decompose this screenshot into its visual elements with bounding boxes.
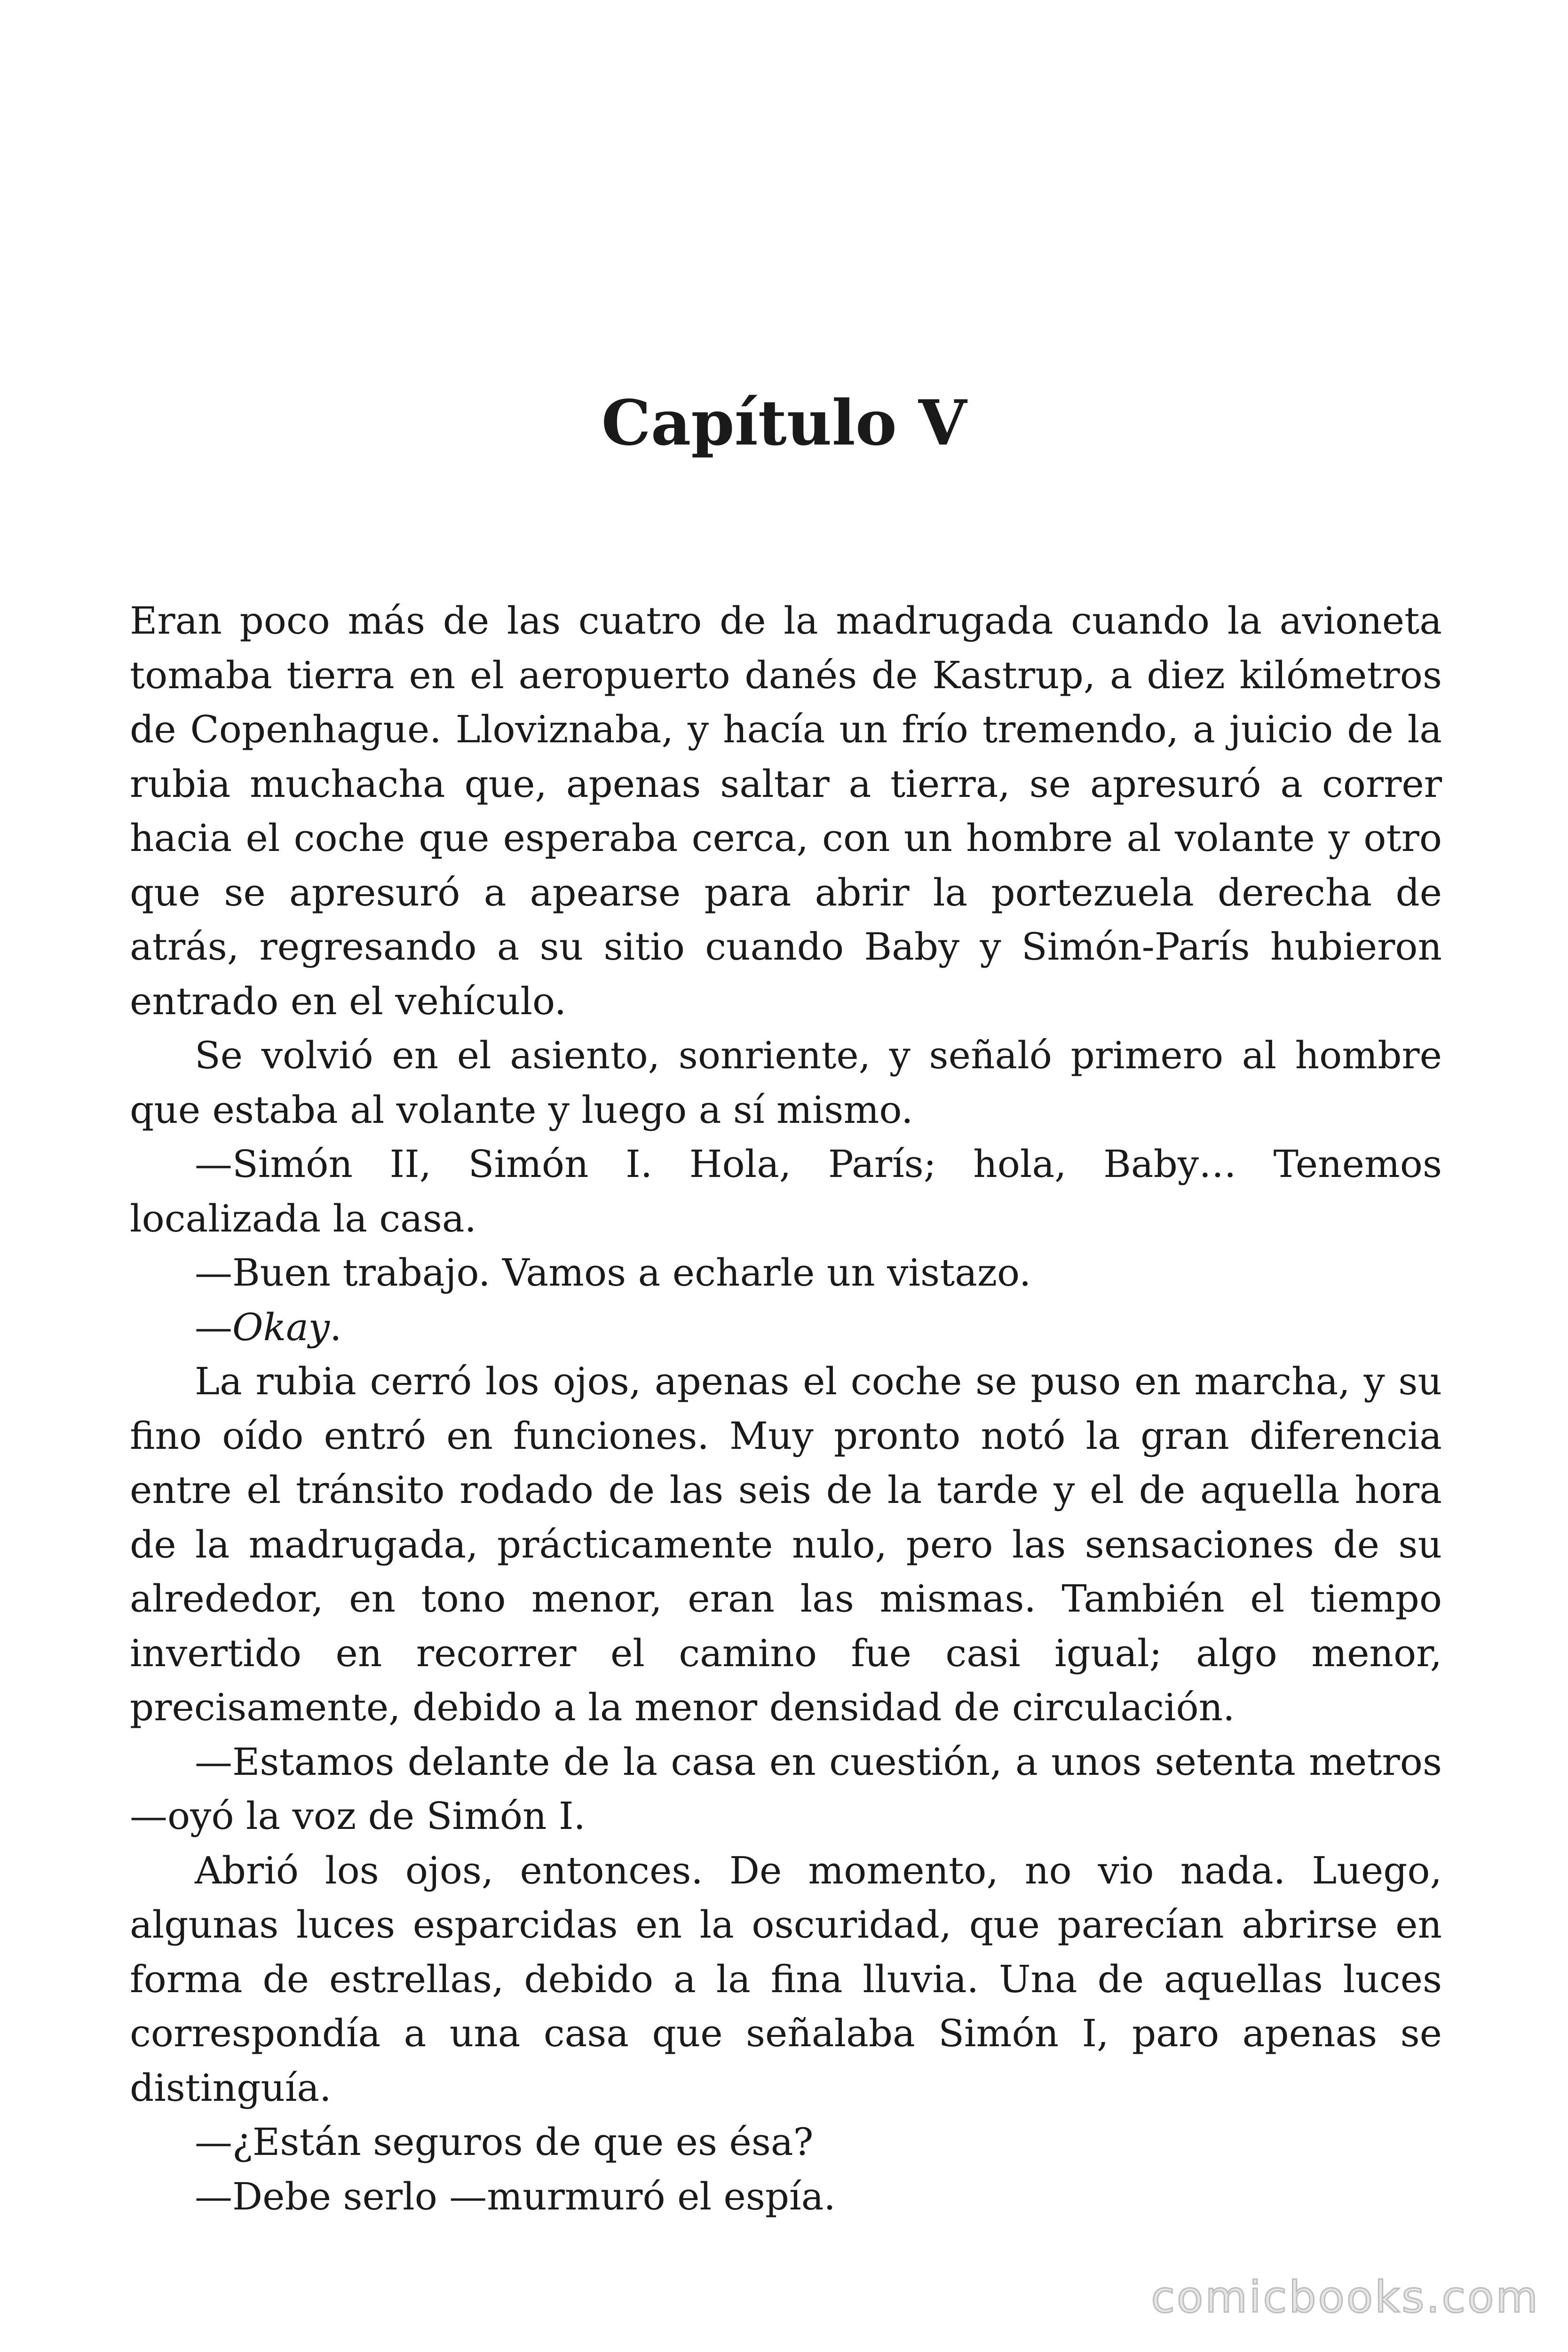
chapter-body: [130, 594, 1442, 2224]
italic-word: Okay: [232, 1305, 330, 1349]
paragraph: La rubia cerró los ojos, apenas el coche se puso en marcha, y su fino oído entró en funciones. Muy pronto notó la gran diferencia entre el tránsito rodado de las seis de la tarde y el de aquella hora de la madrugada, prácticamente nulo, pero las sensaciones de su alrededor, en tono menor, eran las mismas. También el tiempo invertido en recorrer el camino fue casi igual; algo menor, precisamente, debido a la menor densidad de circulación.: [130, 1359, 1442, 1729]
dialogue-line: —¿Están seguros de que es ésa?: [195, 2120, 814, 2164]
dialogue-line: —Debe serlo —murmuró el espía.: [195, 2174, 836, 2218]
dialogue-line: —Simón II, Simón I. Hola, París; hola, Baby… Tenemos localizada la casa.: [130, 1142, 1442, 1240]
watermark: comicbooks.com: [1151, 2272, 1540, 2322]
paragraph: Abrió los ojos, entonces. De momento, no vio nada. Luego, algunas luces esparcidas en la oscuridad, que parecían abrirse en forma de estrellas, debido a la fina lluvia. Una de aquellas luces correspondía a una casa que señalaba Simón I, paro apenas se distinguía.: [130, 1848, 1442, 2110]
dialogue-line: —Buen trabajo. Vamos a echarle un vistazo.: [195, 1251, 1031, 1295]
dialogue-dash: —: [195, 1305, 232, 1349]
dialogue-line-okay: [130, 1300, 1442, 1355]
dialogue-period: .: [329, 1305, 342, 1349]
paragraph: Eran poco más de las cuatro de la madrugada cuando la avioneta tomaba tierra en el aeropuerto danés de Kastrup, a diez kilómetros de Copenhague. Lloviznaba, y hacía un frío tremendo, a juicio de la rubia muchacha que, apenas saltar a tierra, se apresuró a correr hacia el coche que esperaba cerca, con un hombre al volante y otro que se apresuró a apearse para abrir la portezuela derecha de atrás, regresando a su sitio cuando Baby y Simón-París hubieron entrado en el vehículo.: [130, 599, 1442, 1023]
paragraph: Se volvió en el asiento, sonriente, y señaló primero al hombre que estaba al volante y luego a sí mismo.: [130, 1033, 1442, 1132]
chapter-title: Capítulo V: [601, 387, 967, 460]
dialogue-line: —Estamos delante de la casa en cuestión, a unos setenta metros —oyó la voz de Simón I.: [130, 1740, 1442, 1838]
